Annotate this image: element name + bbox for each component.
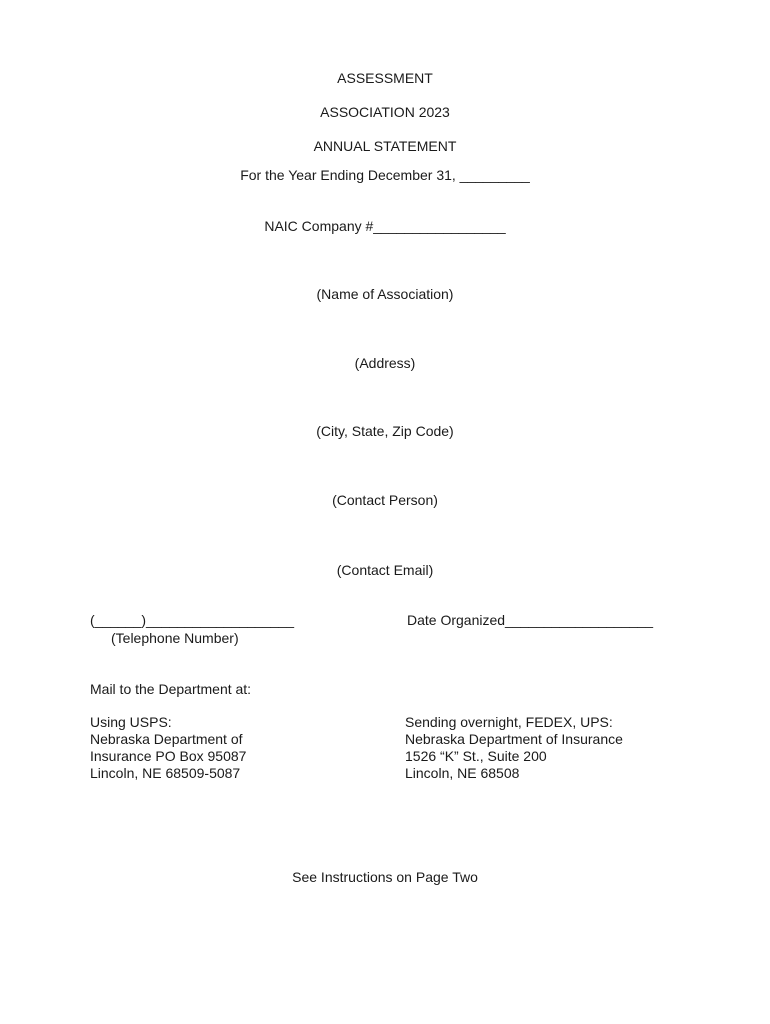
overnight-address-line: 1526 “K” St., Suite 200	[405, 748, 547, 764]
usps-address-line: Insurance PO Box 95087	[90, 748, 247, 764]
usps-address-line: Nebraska Department of	[90, 731, 243, 747]
title-assessment: ASSESSMENT	[337, 70, 433, 86]
contact-email-label: (Contact Email)	[336, 562, 434, 578]
address-label: (Address)	[354, 355, 416, 371]
telephone-number-label: (Telephone Number)	[111, 630, 239, 646]
telephone-field-line: (______)___________________	[90, 612, 294, 628]
naic-company-field: NAIC Company #_________________	[264, 218, 506, 234]
overnight-address-block	[405, 714, 623, 782]
mail-intro: Mail to the Department at:	[90, 681, 252, 697]
city-state-zip-label: (City, State, Zip Code)	[316, 423, 454, 439]
date-organized-field: Date Organized___________________	[407, 612, 653, 628]
instructions-note: See Instructions on Page Two	[292, 869, 478, 885]
contact-person-label: (Contact Person)	[332, 492, 438, 508]
usps-address-line: Lincoln, NE 68509-5087	[90, 765, 241, 781]
overnight-heading: Sending overnight, FEDEX, UPS:	[405, 714, 613, 730]
title-annual-statement: ANNUAL STATEMENT	[313, 138, 457, 154]
name-of-association-label: (Name of Association)	[316, 286, 454, 302]
usps-heading: Using USPS:	[90, 714, 172, 730]
overnight-address-line: Lincoln, NE 68508	[405, 765, 520, 781]
overnight-address-line: Nebraska Department of Insurance	[405, 731, 623, 747]
year-ending-line: For the Year Ending December 31, _________	[240, 167, 530, 183]
title-association-year: ASSOCIATION 2023	[320, 104, 450, 120]
usps-address-block	[90, 714, 246, 782]
